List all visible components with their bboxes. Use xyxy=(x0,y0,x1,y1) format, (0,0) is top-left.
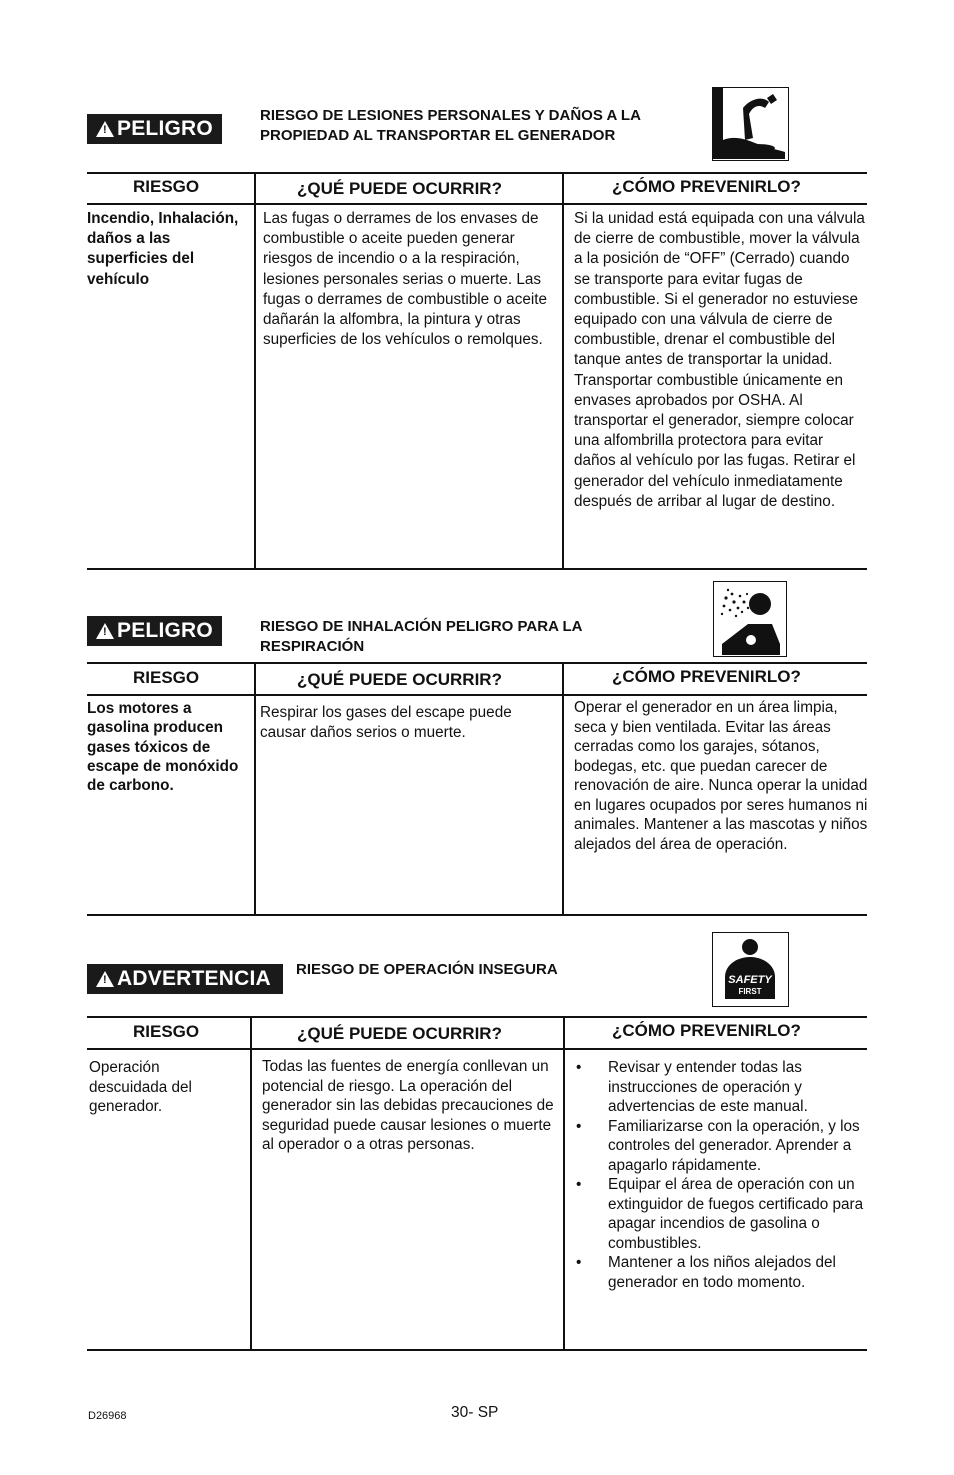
table-top-rule xyxy=(87,662,867,664)
prevention-list xyxy=(574,1058,868,1292)
toxic-gas-inhalation-icon xyxy=(713,581,787,657)
fuel-spill-icon xyxy=(712,87,789,161)
column-header-riesgo: RIESGO xyxy=(133,1022,200,1041)
badge-label: ADVERTENCIA xyxy=(117,967,271,990)
how-to-prevent-cell: Operar el generador en un área limpia, seca y bien ventilada. Evitar las áreas cerradas como los garajes, sótanos, bodegas, etc. que puedan carecer de renovación de aire. Nunca operar la unidad en lugares ocupados por seres humanos ni animales. Mantener a las mascotas y niños alejados del área de operación. xyxy=(574,699,868,853)
what-can-happen-cell: Todas las fuentes de energía conllevan un potencial de riesgo. La operación del generador sin las debidas precauciones de seguridad puede causar lesiones o muerte al operador o a otras personas. xyxy=(262,1058,554,1153)
table-bottom-rule xyxy=(87,1349,867,1351)
table-bottom-rule xyxy=(87,568,867,570)
danger-badge xyxy=(87,616,222,646)
header-rule xyxy=(87,1048,867,1050)
column-header-riesgo: RIESGO xyxy=(133,177,200,196)
section-heading: RIESGO DE OPERACIÓN INSEGURA xyxy=(296,961,558,978)
column-header-que-puede-ocurrir: ¿QUÉ PUEDE OCURRIR? xyxy=(297,670,502,689)
column-divider xyxy=(562,172,564,570)
section-heading: RIESGO DE LESIONES PERSONALES Y DAÑOS A LA PROPIEDAD AL TRANSPORTAR EL GENERADOR xyxy=(260,107,641,144)
column-divider xyxy=(254,172,256,570)
risk-cell: Los motores a gasolina producen gases tóxicos de escape de monóxido de carbono. xyxy=(87,700,239,795)
first-label: FIRST xyxy=(738,987,762,996)
risk-cell: Operación descuidada del generador. xyxy=(89,1059,192,1115)
warning-triangle-icon: ! xyxy=(96,971,114,987)
column-header-como-prevenirlo: ¿CÓMO PREVENIRLO? xyxy=(612,1021,801,1040)
danger-badge xyxy=(87,114,222,144)
list-item: • Equipar el área de operación con un extinguidor de fuegos certificado para apagar incendios de gasolina o combustibles. xyxy=(574,1175,868,1253)
column-header-que-puede-ocurrir: ¿QUÉ PUEDE OCURRIR? xyxy=(297,179,502,198)
table-top-rule xyxy=(87,172,867,174)
table-top-rule xyxy=(87,1016,867,1018)
column-header-que-puede-ocurrir: ¿QUÉ PUEDE OCURRIR? xyxy=(297,1024,502,1043)
column-divider xyxy=(562,662,564,915)
badge-label: PELIGRO xyxy=(117,619,213,642)
how-to-prevent-cell: Si la unidad está equipada con una válvula de cierre de combustible, mover la válvula a la posición de “OFF” (Cerrado) cuando se transporte para evitar fugas de combustible. Si el generador no estuviese equipado con una válvula de cierre de combustible, drenar el combustible del tanque antes de transportar la unidad. Transportar combustible únicamente en envases aprobados por OSHA. Al transportar el generador, siempre colocar una alfombrilla protectora para evitar daños al vehículo por las fugas. Retirar el generador del vehículo inmediatamente después de arribar al lugar de destino. xyxy=(574,210,865,510)
column-divider xyxy=(563,1016,565,1351)
section-heading: RIESGO DE INHALACIÓN PELIGRO PARA LA RESPIRACIÓN xyxy=(260,618,582,655)
header-rule xyxy=(87,203,867,205)
list-item: • Mantener a los niños alejados del generador en todo momento. xyxy=(574,1253,868,1292)
header-rule xyxy=(87,694,867,696)
column-header-riesgo: RIESGO xyxy=(133,668,200,687)
badge-label: PELIGRO xyxy=(117,117,213,140)
document-code: D26968 xyxy=(88,1410,127,1422)
list-item: • Familiarizarse con la operación, y los controles del generador. Aprender a apagarlo rápidamente. xyxy=(574,1117,868,1176)
warning-triangle-icon: ! xyxy=(96,121,114,137)
warning-badge xyxy=(87,964,283,994)
column-divider xyxy=(254,662,256,915)
warning-triangle-icon: ! xyxy=(96,623,114,639)
column-header-como-prevenirlo: ¿CÓMO PREVENIRLO? xyxy=(612,667,801,686)
what-can-happen-cell: Las fugas o derrames de los envases de combustible o aceite pueden generar riesgos de incendio o a la respiración, lesiones personales serias o muerte. Las fugas o derrames de combustible o aceite dañarán la alfombra, la pintura y otras superficies de los vehículos o remolques. xyxy=(263,210,548,349)
column-divider xyxy=(250,1016,252,1351)
safety-first-icon xyxy=(712,932,789,1007)
what-can-happen-cell: Respirar los gases del escape puede causar daños serios o muerte. xyxy=(260,704,512,741)
risk-cell: Incendio, Inhalación, daños a las superficies del vehículo xyxy=(87,210,239,288)
safety-label: SAFETY xyxy=(728,974,772,986)
list-item: • Revisar y entender todas las instrucciones de operación y advertencias de este manual. xyxy=(574,1058,868,1117)
column-header-como-prevenirlo: ¿CÓMO PREVENIRLO? xyxy=(612,177,801,196)
page-number: 30- SP xyxy=(451,1404,499,1421)
table-bottom-rule xyxy=(87,914,867,916)
